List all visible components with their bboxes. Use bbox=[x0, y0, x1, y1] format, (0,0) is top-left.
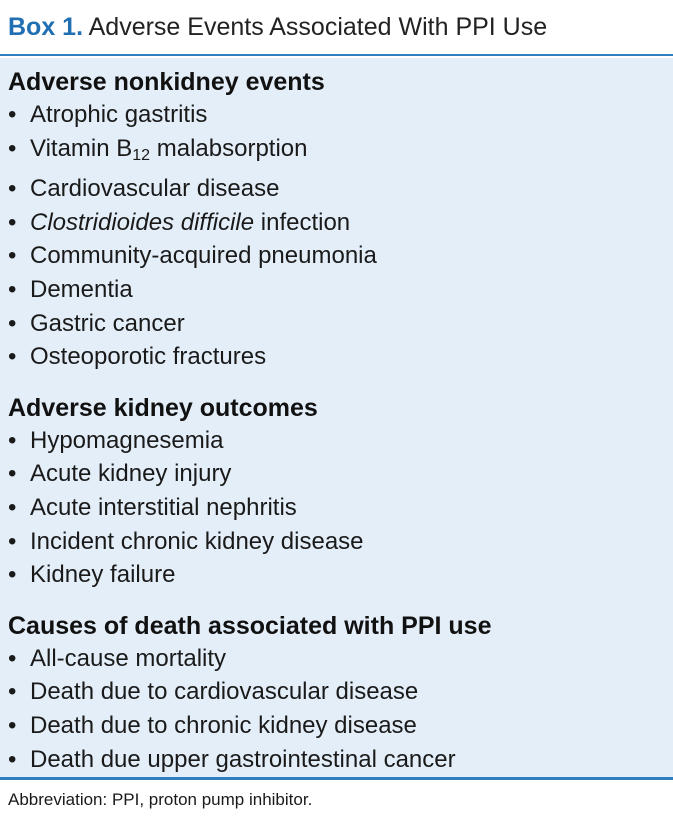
list-item-text: Kidney failure bbox=[30, 561, 176, 589]
bullet-icon: • bbox=[8, 208, 17, 236]
list-item bbox=[8, 172, 673, 206]
abbreviation-footnote: Abbreviation: PPI, proton pump inhibitor. bbox=[8, 790, 313, 809]
bullet-icon: • bbox=[8, 745, 17, 773]
subscript: 12 bbox=[132, 146, 151, 164]
list-item bbox=[8, 98, 673, 132]
bullet-icon: • bbox=[8, 561, 17, 589]
list-item-text: Dementia bbox=[30, 275, 133, 303]
bullet-icon: • bbox=[8, 309, 17, 337]
list-item-text: Gastric cancer bbox=[30, 309, 185, 337]
list-item bbox=[8, 457, 673, 491]
list-item bbox=[8, 675, 673, 709]
list-item-text: Atrophic gastritis bbox=[30, 101, 208, 128]
bullet-icon: • bbox=[8, 678, 17, 706]
bullet-icon: • bbox=[8, 711, 17, 739]
bullet-icon: • bbox=[8, 527, 17, 555]
list-item bbox=[8, 132, 673, 173]
section-heading: Adverse nonkidney events bbox=[8, 68, 325, 96]
list-item bbox=[8, 340, 673, 374]
box-title bbox=[0, 0, 673, 56]
box-title-text: Adverse Events Associated With PPI Use bbox=[88, 13, 548, 41]
list-item bbox=[8, 743, 673, 777]
list-item bbox=[8, 491, 673, 525]
list-item-text: All-cause mortality bbox=[30, 644, 227, 672]
list-item-text: Vitamin B bbox=[30, 134, 133, 162]
bullet-icon: • bbox=[8, 134, 17, 162]
list-item-text: Death due to chronic kidney disease bbox=[30, 711, 417, 739]
section-causes-of-death bbox=[8, 610, 673, 776]
section-nonkidney-events bbox=[8, 66, 673, 374]
box-number: Box 1. bbox=[8, 13, 84, 41]
list-item-text: Acute kidney injury bbox=[30, 460, 232, 488]
bullet-icon: • bbox=[8, 242, 17, 270]
list-item-text: Hypomagnesemia bbox=[30, 426, 224, 454]
list-item-text: Community-acquired pneumonia bbox=[30, 242, 377, 270]
list-item bbox=[8, 424, 673, 458]
bullet-icon: • bbox=[8, 175, 17, 203]
list-item bbox=[8, 239, 673, 273]
list-item bbox=[8, 709, 673, 743]
list-item-text: Death due upper gastrointestinal cancer bbox=[30, 745, 456, 773]
list-item-text: Death due to cardiovascular disease bbox=[30, 678, 419, 706]
list-item bbox=[8, 642, 673, 676]
list-item-text: Osteoporotic fractures bbox=[30, 343, 267, 371]
event-list bbox=[8, 98, 673, 374]
list-item bbox=[8, 206, 673, 240]
section-heading: Adverse kidney outcomes bbox=[8, 393, 318, 422]
list-item-text: malabsorption bbox=[150, 134, 308, 162]
list-item bbox=[8, 273, 673, 307]
bullet-icon: • bbox=[8, 426, 17, 454]
list-item-text: infection bbox=[254, 208, 351, 236]
section-kidney-outcomes bbox=[8, 392, 673, 592]
bullet-icon: • bbox=[8, 644, 17, 672]
bullet-icon: • bbox=[8, 101, 17, 128]
event-list bbox=[8, 642, 673, 776]
bullet-icon: • bbox=[8, 275, 17, 303]
list-item-text: Cardiovascular disease bbox=[30, 175, 280, 203]
bullet-icon: • bbox=[8, 460, 17, 488]
bullet-icon: • bbox=[8, 493, 17, 521]
section-heading: Causes of death associated with PPI use bbox=[8, 611, 492, 640]
list-item-text: Acute interstitial nephritis bbox=[30, 493, 297, 521]
bullet-icon: • bbox=[8, 343, 17, 371]
list-item-text: Incident chronic kidney disease bbox=[30, 527, 364, 555]
event-list bbox=[8, 424, 673, 592]
list-item bbox=[8, 525, 673, 559]
bottom-divider bbox=[0, 777, 673, 780]
list-item bbox=[8, 307, 673, 341]
species-name: Clostridioides difficile bbox=[30, 208, 255, 236]
box-body bbox=[0, 58, 673, 778]
list-item bbox=[8, 558, 673, 592]
